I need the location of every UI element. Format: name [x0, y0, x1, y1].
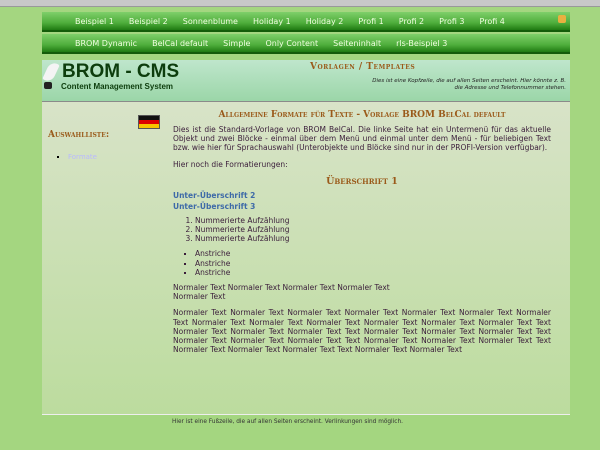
logo-subtitle: Content Management System — [61, 82, 174, 91]
content-area — [42, 102, 570, 415]
nav-link[interactable]: rls-Beispiel 3 — [396, 38, 448, 48]
list-item: ▪ Anstriche — [195, 249, 551, 258]
logo-title: BROM - CMS — [62, 61, 180, 82]
nav-link[interactable]: Profi 3 — [439, 16, 465, 26]
nav-link[interactable]: Only Content — [265, 38, 319, 48]
nav-link[interactable]: Profi 4 — [479, 16, 505, 26]
quill-icon — [42, 61, 60, 83]
browser-title-bar — [0, 0, 600, 7]
list-item: 2. Nummerierte Aufzählung — [195, 225, 551, 234]
primary-nav — [42, 12, 570, 32]
paragraph-1-line-1: Normaler Text Normaler Text Normaler Text Normaler Text — [173, 283, 390, 293]
nav-link[interactable]: Beispiel 2 — [128, 16, 168, 26]
heading-2: Unter-Überschrift 2 — [173, 190, 256, 200]
list-item: ▪ Anstriche — [195, 268, 551, 277]
bullet-list — [195, 249, 551, 277]
left-sidebar — [48, 130, 163, 161]
nav-link[interactable]: Holiday 2 — [305, 16, 344, 26]
intro-text: Dies ist die Standard-Vorlage von BROM BelCal. Die linke Seite hat ein Untermenü für das aktuelle Objekt und zwei Blöcke - einmal über dem Menü und einmal unter dem Menü - für beliebigen Text bzw. wie hier für Sprachauswahl (Unterobjekte und Blöcke sind nur in der PROFI-Version verfügbar). — [173, 125, 551, 153]
list-item: 3. Nummerierte Aufzählung — [195, 234, 551, 243]
paragraph-1 — [173, 283, 551, 301]
lock-icon[interactable] — [558, 15, 566, 23]
page-title: Allgemeine Formate für Texte - Vorlage BROM BelCal default — [218, 110, 506, 120]
main-content — [173, 110, 551, 361]
list-item: ▪ Anstriche — [195, 259, 551, 268]
page-footer: Hier ist eine Fußzeile, die auf allen Seiten erscheint. Verlinkungen sind möglich. — [172, 419, 403, 425]
list-item: 1. Nummerierte Aufzählung — [195, 216, 551, 225]
nav-link[interactable]: BelCal default — [152, 38, 209, 48]
formats-intro: Hier noch die Formatierungen: — [173, 159, 288, 169]
heading-3: Unter-Überschrift 3 — [173, 201, 256, 211]
nav-link[interactable]: Profi 2 — [398, 16, 425, 26]
inkwell-icon — [44, 82, 52, 89]
secondary-nav — [42, 34, 570, 54]
nav-link[interactable]: Sonnenblume — [182, 16, 238, 26]
sidebar-heading: Auswahlliste: — [48, 130, 110, 140]
paragraph-1-line-2: Normaler Text — [173, 292, 226, 302]
ordered-list — [195, 216, 551, 244]
page-header — [42, 60, 570, 102]
header-info: Dies ist eine Kopfzeile, die auf allen Seiten erscheint. Hier könnte z. B. die Adresse und Telefonnummer stehen. — [372, 78, 566, 91]
nav-link[interactable]: Beispiel 1 — [75, 16, 114, 26]
header-title: Vorlagen / Templates — [310, 62, 416, 72]
nav-link[interactable]: BROM Dynamic — [75, 38, 138, 48]
heading-1: Überschrift 1 — [326, 175, 398, 187]
nav-link[interactable]: Profi 1 — [358, 16, 384, 26]
german-flag-icon[interactable] — [138, 115, 160, 129]
nav-link[interactable]: Seiteninhalt — [333, 38, 382, 48]
nav-link[interactable]: Simple — [223, 38, 251, 48]
paragraph-2: Normaler Text Normaler Text Normaler Text Normaler Text Normaler Text Normaler Text Normaler Text Normaler Text Normaler Text Normaler Text Normaler Text Normaler Text Normaler Text Text Normaler Text Normaler Text Normaler Text Text Normaler Text Normaler Text Normaler Text Text Normaler Text Normaler Text Normaler Text Text Normaler Text Normaler Text Normaler Text Text Normaler Text Normaler Text Normaler Text Text Normaler Text Normaler Text — [173, 308, 551, 355]
sidebar-item — [68, 153, 163, 161]
nav-link[interactable]: Holiday 1 — [252, 16, 291, 26]
sidebar-link-formate[interactable]: Formate — [68, 153, 97, 161]
